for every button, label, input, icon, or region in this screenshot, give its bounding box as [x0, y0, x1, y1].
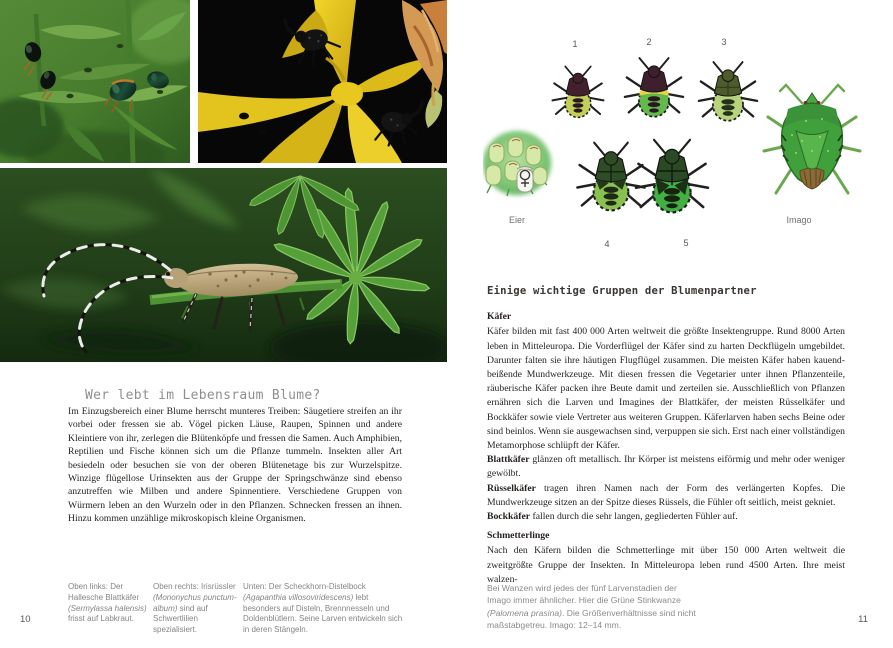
caption-text: Bei Wanzen wird jedes der fünf Larvenstadien der Imago immer ähnlicher. Hier die Grüne Stinkwanze	[487, 583, 681, 606]
right-page-column	[487, 284, 845, 587]
species-name: (Agapanthia villosoviridescens)	[243, 592, 354, 602]
group-text: fallen durch die sehr langen, gegliederten Fühler auf.	[530, 511, 738, 523]
longhorn-beetle-illustration	[0, 168, 447, 362]
nymph-stage-1	[553, 66, 604, 117]
leaf-beetles-illustration	[0, 0, 190, 163]
schmetterlinge-body: Nach den Käfern bilden die Schmetterlinge mit über 150 000 Arten weltweit die zweitgrößte Gruppe der Insekten. In Mitteleuropa leben rund 4500 Arten. Ihre meist walzen-	[487, 545, 845, 585]
stage-number-3: 3	[721, 37, 727, 47]
photo-iris-weevils	[198, 0, 447, 163]
group-text: glänzen oft metallisch. Ihr Körper ist meistens eiförmig und mehr oder weniger gewölbt.	[487, 454, 845, 480]
nymph-stage-4	[577, 143, 644, 211]
page-number-left: 10	[20, 614, 31, 625]
stage-number-4: 4	[604, 239, 610, 249]
species-name: (Sermylassa halensis)	[68, 603, 147, 613]
figure-caption	[487, 582, 702, 632]
iris-weevils-illustration	[198, 0, 447, 163]
nymph-stage-5	[636, 140, 708, 213]
figure-shieldbug-stages	[483, 25, 863, 250]
stage-number-5: 5	[683, 238, 689, 248]
caption-text: . Die Größenverhältnisse sind nicht maßstabgetreu. Imago: 12–14 mm.	[487, 607, 696, 631]
left-page-body	[68, 405, 402, 555]
label-adult: Imago	[786, 215, 812, 225]
group-bockkaefer	[487, 510, 845, 524]
imago-shieldbug	[764, 85, 860, 193]
group-blattkaefer	[487, 453, 845, 481]
shieldbug-stages-illustration	[483, 25, 863, 250]
photo-leaf-beetles	[0, 0, 190, 163]
nymph-stage-3	[699, 62, 757, 121]
caption-text: lebt besonders auf Disteln, Brennnesseln und Doldenblütlern. Seine Larven entwickeln sich in deren Stängeln.	[243, 592, 403, 635]
photo-longhorn-beetle	[0, 168, 447, 362]
caption-top-left	[68, 582, 148, 625]
subhead-schmetterlinge: Schmetterlinge	[487, 530, 550, 542]
hatched-egg	[517, 167, 533, 193]
caption-bottom	[243, 582, 403, 636]
egg-cluster	[483, 131, 551, 196]
subhead-kaefer: Käfer	[487, 311, 512, 323]
group-ruesselkaefer	[487, 482, 845, 510]
caption-text: Unten: Der Scheckhorn-Distelbock	[243, 582, 366, 591]
group-lead: Blattkäfer	[487, 454, 530, 466]
nymph-stage-2	[625, 58, 683, 117]
label-eggs: Eier	[508, 215, 526, 225]
left-page-heading: Wer lebt im Lebensraum Blume?	[85, 388, 321, 403]
group-lead: Rüsselkäfer	[487, 482, 536, 494]
caption-text: sind auf Schwertlilien spezialisiert.	[153, 603, 208, 635]
species-name: (Palomena prasina)	[487, 607, 562, 618]
group-lead: Bockkäfer	[487, 511, 531, 523]
group-text: tragen ihren Namen nach der Form des verlängerten Kopfes. Die Mundwerkzeuge sitzen an der Spitze dieses Rüssels, die Fühler oft seitlich, meist gekniet.	[487, 482, 845, 508]
species-name: (Mononychus punctum-album)	[153, 592, 237, 613]
caption-top-right	[153, 582, 237, 636]
page-number-right: 11	[858, 614, 868, 625]
kaefer-body: Käfer bilden mit fast 400 000 Arten weltweit die größte Insektengruppe. Rund 8000 Arten leben in Mitteleuropa. Die Vorderflügel der Käfer sind zu harten Deckflügeln umgebildet. Darunter falten sie ihre häutigen Flugflügel zusammen. Die meisten Käfer haben kauend-beißende Mundwerkzeuge. Mit diesen fressen die Vegetarier unter ihnen Pflanzenteile, räuberische Käfer packen ihre Beute damit und zerteilen sie. Ausschließlich von Pflanzen ernähren sich die Larven und Imagines der Blattkäfer, der meisten Rüsselkäfer und Bockkäfer sowie viele Vertreter aus weiteren Gruppen. Käferlarven haben sechs Beine oder sind beinlos. Wenn sie ausgewachsen sind, verpuppen sie sich. Erst nach einer vollständigen Metamorphose schlüpft der Käfer.	[487, 326, 845, 452]
right-page-heading: Einige wichtige Gruppen der Blumenpartner	[487, 285, 757, 297]
stage-number-2: 2	[646, 37, 652, 47]
caption-text: Oben rechts: Irisrüssler	[153, 582, 236, 591]
caption-text: frisst auf Labkraut.	[68, 614, 134, 624]
caption-text: Oben links: Der Hallesche Blattkäfer	[68, 582, 140, 602]
stage-number-1: 1	[572, 39, 578, 49]
left-body-paragraph: Im Einzugsbereich einer Blume herrscht munteres Treiben: Säugetiere streifen an ihr vorbei oder fressen sie ab. Vögel picken Läuse, Raupen, Spinnen und andere Kleintiere von ihr, zerlegen die Blütenköpfe und fressen die Samen. Auch Amphibien, Reptilien und Fische können sich um die Pflanze tummeln. Insekten aller Art besiedeln oder besuchen sie von der oberen Blütenetage bis zur Wurzelspitze. Winzige flügellose Urinsekten aus der Gruppe der Springschwänze sind ebenso anzutreffen wie Milben und andere Spinnentiere. Verschiedene Gruppen von Würmern leben an den Wurzeln oder in den Pflanzen. Schnecken fressen an ihnen. Hinzu kommen unzählige mikroskopisch kleine Organismen.	[68, 406, 402, 525]
